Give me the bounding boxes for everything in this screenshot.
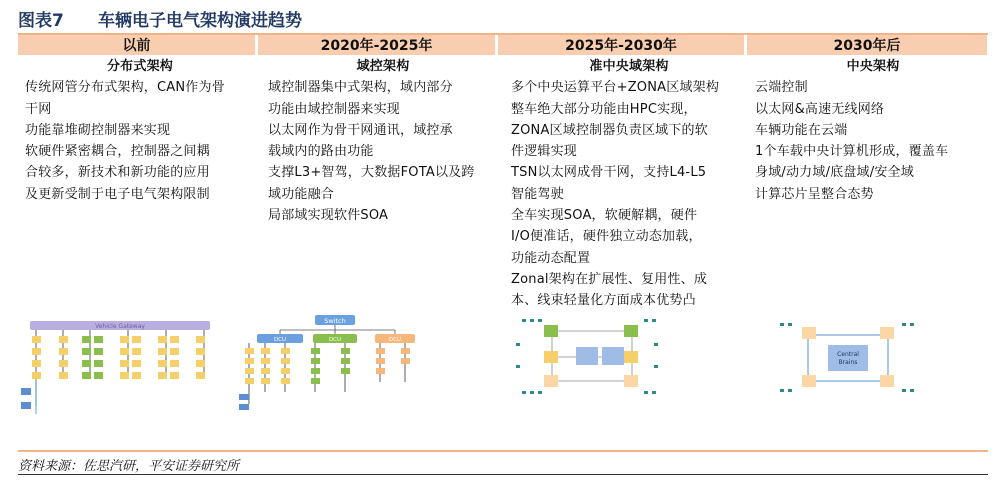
domain-architecture-diagram (235, 312, 435, 412)
switch-label: Switch (324, 317, 346, 325)
text-line: 支撑L3+智驾，大数据FOTA以及跨 (268, 165, 475, 181)
column-3-subtitle: 准中央域架构 (589, 59, 669, 74)
column-header-1: 以前 (18, 35, 255, 55)
domain-controller-3-label: DCU (388, 337, 402, 343)
text-line: TSN以太网成骨干网，支持L4-L5 (511, 165, 707, 181)
text-line: 1个车载中央计算机形成，覆盖车 (755, 144, 949, 160)
text-line: 功能由域控制器来实现 (268, 101, 401, 117)
end-rule (18, 474, 988, 475)
text-line: 多个中央运算平台+ZONA区域架构 (511, 80, 720, 96)
text-line: 合较多，新技术和新功能的应用 (25, 165, 210, 181)
column-header-2: 2020年-2025年 (258, 35, 495, 55)
column-header-4: 2030年后 (747, 35, 987, 55)
zonal-architecture-diagram (512, 313, 662, 403)
text-line: 以太网&高速无线网络 (755, 101, 885, 117)
central-brain-label-line-1: Central (837, 351, 859, 358)
column-3-text (511, 56, 747, 312)
text-line: 局部域实现软件SOA (268, 208, 389, 224)
column-4-subtitle: 中央架构 (846, 59, 900, 74)
text-line: 域控制器集中式架构，域内部分 (268, 80, 453, 96)
column-2-subtitle: 域控架构 (356, 59, 410, 74)
column-header-3: 2025年-2030年 (498, 35, 744, 55)
text-line: 以太网作为骨干网通讯，域控承 (268, 122, 453, 138)
text-line: 软硬件紧密耦合，控制器之间耦 (25, 144, 210, 160)
ecu-nodes (21, 336, 205, 409)
text-line: 载域内的路由功能 (268, 144, 374, 160)
column-1-subtitle: 分布式架构 (106, 59, 173, 74)
text-line: 域功能融合 (268, 186, 335, 202)
figure-title-row (18, 6, 302, 30)
text-line: 云端控制 (755, 80, 808, 96)
bottom-rule (18, 450, 988, 452)
text-line: 身域/动力域/底盘域/安全域 (755, 165, 914, 181)
text-line: 干网 (25, 101, 52, 117)
source-note: 资料来源：佐思汽研，平安证券研究所 (18, 459, 240, 474)
text-line: 件逻辑实现 (511, 144, 578, 160)
text-line: 计算芯片呈整合态势 (755, 186, 874, 202)
text-line: 功能靠堆砌控制器来实现 (25, 122, 171, 138)
text-line: 功能动态配置 (511, 250, 591, 266)
distributed-architecture-diagram (18, 318, 218, 414)
text-line: 传统网管分布式架构，CAN作为骨 (25, 80, 225, 96)
column-1-text (25, 56, 255, 205)
column-4-text (755, 56, 991, 205)
central-brain-node (828, 345, 868, 371)
text-line: 整车绝大部分功能由HPC实现， (511, 101, 697, 117)
text-line: 及更新受制于电子电气架构限制 (25, 186, 210, 202)
domain-controller-2-label: DCU (328, 337, 342, 343)
text-line: ZONA区域控制器负责区域下的软 (511, 122, 708, 138)
text-line: I/O便准话，硬件独立动态加载， (511, 229, 702, 245)
central-brain-label-line-2: Brains (838, 359, 858, 366)
text-line: 全车实现SOA，软硬解耦，硬件 (511, 208, 698, 224)
text-line: Zonal架构在扩展性、复用性、成 (511, 271, 708, 287)
figure-title: 车辆电子电气架构演进趋势 (98, 10, 302, 31)
gateway-bar-label: Vehicle Gateway (95, 323, 145, 330)
central-architecture-diagram (770, 315, 920, 400)
column-2-text (268, 56, 498, 226)
domain-controller-1-label: DCU (273, 337, 287, 343)
figure-label: 图表7 (18, 10, 64, 31)
text-line: 车辆功能在云端 (755, 122, 848, 138)
text-line: 本、线束轻量化方面成本优势凸 (511, 293, 696, 309)
text-line: 智能驾驶 (511, 186, 564, 202)
